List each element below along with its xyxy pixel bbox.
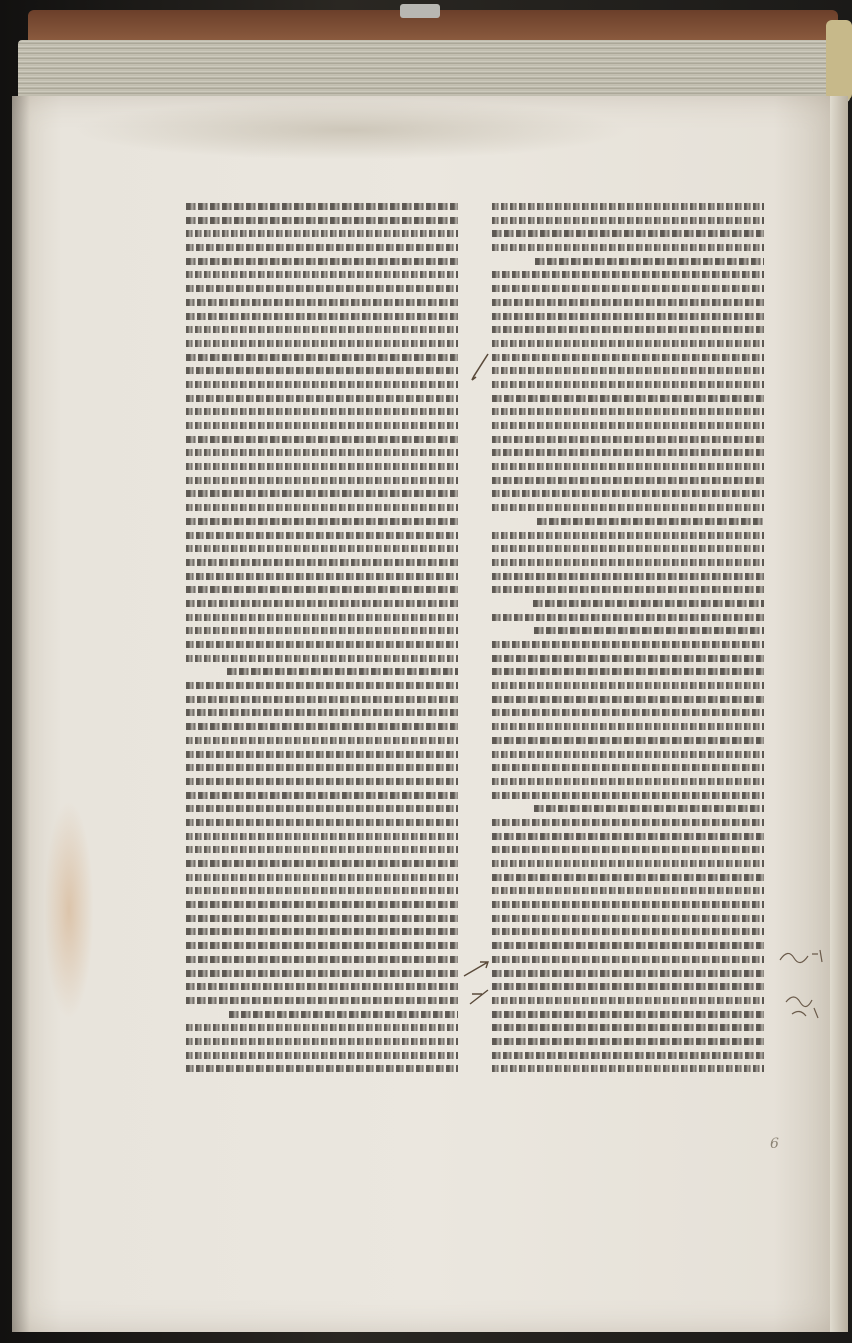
- marginal-mark-3: [466, 986, 492, 1008]
- text-line: [492, 748, 764, 762]
- text-line: [186, 378, 458, 392]
- text-line: [186, 392, 458, 406]
- text-line: [492, 994, 764, 1008]
- text-line: [227, 665, 458, 679]
- text-line: [186, 816, 458, 830]
- text-line: [492, 241, 764, 255]
- text-line: [186, 638, 458, 652]
- text-line: [492, 542, 764, 556]
- text-line: [492, 556, 764, 570]
- text-line: [492, 980, 764, 994]
- text-line: [492, 200, 764, 214]
- text-line: [186, 446, 458, 460]
- text-line: [186, 871, 458, 885]
- text-line: [186, 720, 458, 734]
- text-line: [186, 529, 458, 543]
- text-column-left: [186, 200, 458, 1076]
- text-line: [186, 884, 458, 898]
- text-line: [492, 460, 764, 474]
- text-line: [492, 789, 764, 803]
- text-line: [534, 624, 764, 638]
- text-line: [492, 583, 764, 597]
- text-line: [492, 529, 764, 543]
- text-line: [186, 734, 458, 748]
- text-line: [492, 227, 764, 241]
- text-line: [492, 501, 764, 515]
- text-line: [492, 693, 764, 707]
- text-line: [186, 214, 458, 228]
- text-line: [492, 1049, 764, 1063]
- text-line: [186, 679, 458, 693]
- text-line: [492, 419, 764, 433]
- marginal-note-1: [778, 938, 826, 968]
- text-line: [186, 310, 458, 324]
- text-line: [492, 925, 764, 939]
- text-line: [186, 583, 458, 597]
- text-line: [492, 474, 764, 488]
- text-line: [492, 912, 764, 926]
- text-line: [533, 597, 764, 611]
- text-line: [186, 775, 458, 789]
- text-line: [186, 337, 458, 351]
- text-line: [492, 638, 764, 652]
- text-line: [492, 734, 764, 748]
- text-line: [492, 351, 764, 365]
- text-line: [186, 925, 458, 939]
- text-line: [186, 748, 458, 762]
- text-line: [186, 994, 458, 1008]
- text-line: [492, 816, 764, 830]
- text-line: [492, 392, 764, 406]
- text-line: [186, 227, 458, 241]
- text-line: [492, 720, 764, 734]
- text-line: [186, 857, 458, 871]
- text-line: [492, 611, 764, 625]
- text-line: [186, 487, 458, 501]
- text-line: [492, 953, 764, 967]
- text-line: [492, 446, 764, 460]
- text-line: [186, 200, 458, 214]
- text-line: [492, 761, 764, 775]
- text-line: [492, 296, 764, 310]
- text-line: [186, 597, 458, 611]
- text-line: [186, 761, 458, 775]
- text-line: [186, 570, 458, 584]
- text-line: [492, 939, 764, 953]
- text-line: [186, 268, 458, 282]
- text-line: [186, 980, 458, 994]
- text-line: [186, 789, 458, 803]
- text-line: [492, 884, 764, 898]
- text-column-right: [492, 200, 764, 1080]
- text-line: [492, 871, 764, 885]
- text-line: [186, 351, 458, 365]
- text-line: [229, 1008, 458, 1022]
- text-line: [186, 460, 458, 474]
- text-line: [186, 405, 458, 419]
- water-stain-top: [70, 100, 630, 160]
- text-line: [492, 843, 764, 857]
- text-line: [186, 898, 458, 912]
- text-line: [534, 802, 764, 816]
- text-line: [537, 515, 764, 529]
- text-line: [186, 556, 458, 570]
- text-line: [492, 268, 764, 282]
- text-line: [186, 830, 458, 844]
- text-line: [492, 706, 764, 720]
- text-line: [186, 474, 458, 488]
- text-line: [186, 1035, 458, 1049]
- text-line: [186, 693, 458, 707]
- gutter-shadow: [12, 96, 30, 1332]
- text-line: [492, 310, 764, 324]
- text-line: [186, 1062, 458, 1076]
- text-line: [186, 501, 458, 515]
- text-line: [492, 378, 764, 392]
- text-line: [186, 433, 458, 447]
- text-line: [186, 843, 458, 857]
- text-line: [492, 898, 764, 912]
- text-line: [492, 775, 764, 789]
- text-line: [492, 364, 764, 378]
- text-line: [492, 1021, 764, 1035]
- text-line: [186, 323, 458, 337]
- text-line: [186, 1049, 458, 1063]
- text-line: [492, 282, 764, 296]
- text-line: [492, 433, 764, 447]
- folio-number: 6: [770, 1136, 779, 1152]
- marginal-mark-2: [462, 958, 492, 980]
- text-line: [492, 665, 764, 679]
- text-line: [492, 967, 764, 981]
- text-line: [492, 487, 764, 501]
- text-line: [492, 679, 764, 693]
- clasp: [400, 4, 440, 18]
- text-line: [492, 1062, 764, 1076]
- text-line: [186, 1021, 458, 1035]
- marginal-note-2: [782, 988, 826, 1028]
- text-line: [186, 364, 458, 378]
- text-line: [492, 337, 764, 351]
- text-line: [492, 405, 764, 419]
- text-line: [492, 323, 764, 337]
- binding-strap: [826, 20, 852, 100]
- text-line: [186, 296, 458, 310]
- marginal-mark-1: [468, 352, 492, 382]
- text-line: [186, 255, 458, 269]
- water-stain-left: [44, 800, 94, 1020]
- text-line: [186, 939, 458, 953]
- text-line: [535, 255, 764, 269]
- page-right-edge: [830, 96, 848, 1332]
- text-line: [186, 912, 458, 926]
- text-line: [186, 419, 458, 433]
- text-line: [492, 652, 764, 666]
- text-line: [186, 282, 458, 296]
- text-line: [186, 953, 458, 967]
- text-line: [492, 1008, 764, 1022]
- text-line: [186, 967, 458, 981]
- text-line: [186, 611, 458, 625]
- text-line: [186, 542, 458, 556]
- text-line: [186, 515, 458, 529]
- text-line: [492, 857, 764, 871]
- text-line: [186, 652, 458, 666]
- text-line: [492, 1035, 764, 1049]
- page-edges: [18, 40, 850, 102]
- text-line: [186, 624, 458, 638]
- text-line: [492, 830, 764, 844]
- text-line: [186, 706, 458, 720]
- text-line: [492, 570, 764, 584]
- text-line: [186, 241, 458, 255]
- text-line: [186, 802, 458, 816]
- text-line: [492, 214, 764, 228]
